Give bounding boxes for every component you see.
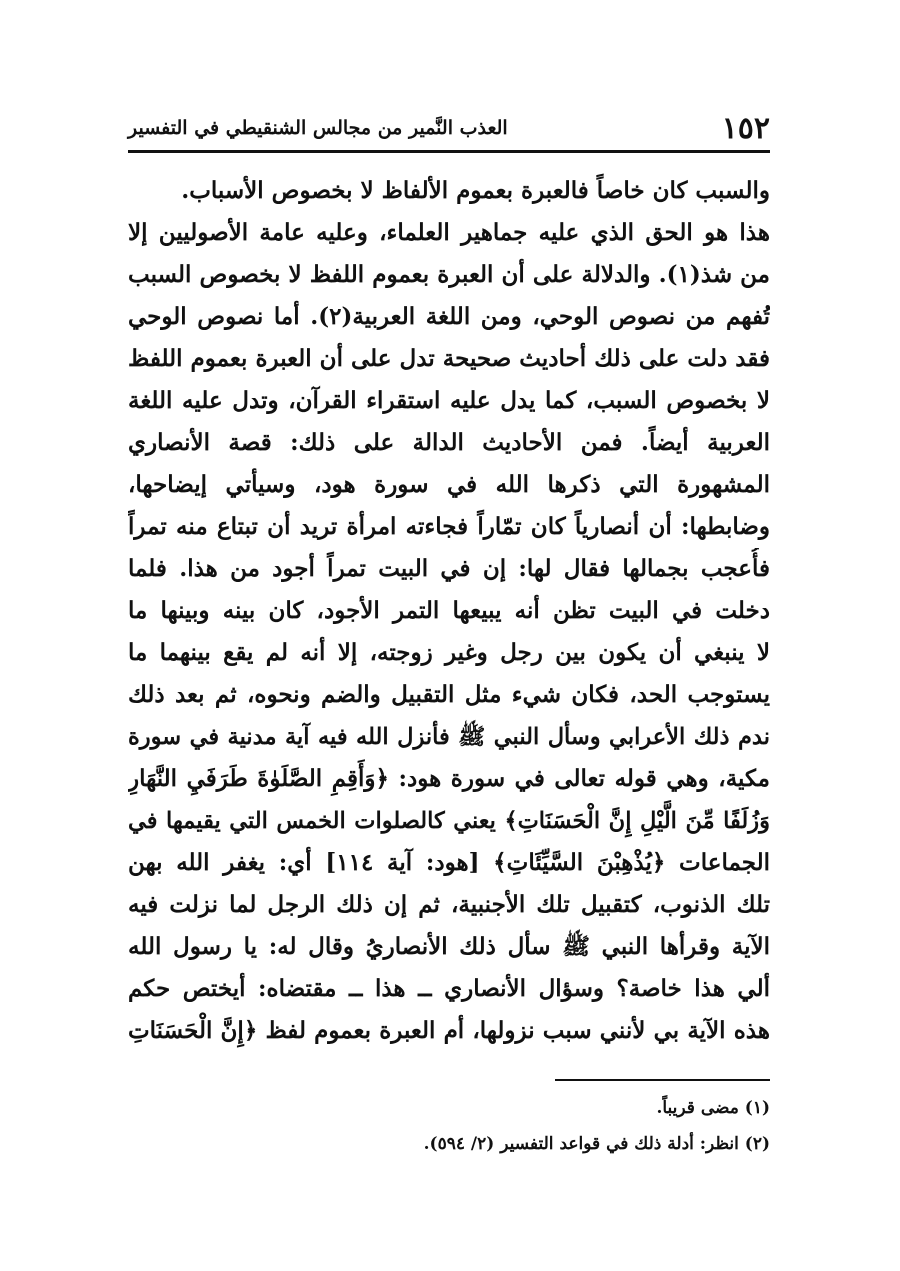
text-line: والسبب كان خاصاً فالعبرة بعموم الألفاظ لا بخصوص الأسباب. — [181, 177, 770, 204]
footnote-1: (١) مضى قريباً. — [656, 1098, 770, 1118]
text-line: ألي هذا خاصة؟ وسؤال الأنصاري ــ هذا ــ مقتضاه: أيختص حكم — [128, 975, 770, 1002]
text-line: الجماعات ﴿يُذْهِبْنَ السَّيِّئَاتِ﴾ [هود: آية ١١٤] أي: يغفر الله بهن — [128, 849, 770, 876]
text-line: هذا هو الحق الذي عليه جماهير العلماء، وعليه عامة الأصوليين إلا — [128, 219, 770, 246]
header-rule — [128, 150, 770, 153]
footnote-rule — [555, 1079, 770, 1081]
text-line: وَزُلَفًا مِّنَ الَّيْلِ إِنَّ الْحَسَنَاتِ﴾ يعني كالصلوات الخمس التي يقيمها في — [128, 808, 770, 834]
page-number: ١٥٢ — [721, 110, 770, 146]
text-line: العربية أيضاً. فمن الأحاديث الدالة على ذلك: قصة الأنصاري — [128, 429, 770, 456]
text-line: لا ينبغي أن يكون بين رجل وغير زوجته، إلا أنه لم يقع بينهما ما — [128, 639, 770, 666]
text-line: دخلت في البيت تظن أنه يبيعها التمر الأجود، كان بينه وبينها ما — [128, 597, 770, 624]
body-text — [128, 170, 770, 1052]
text-line: فقد دلت على ذلك أحاديث صحيحة تدل على أن العبرة بعموم اللفظ — [128, 345, 770, 372]
footnotes — [128, 1090, 770, 1162]
text-line: ندم ذلك الأعرابي وسأل النبي ﷺ فأنزل الله فيه آية مدنية في سورة — [128, 724, 770, 750]
text-line: من شذ(١). والدلالة على أن العبرة بعموم اللفظ لا بخصوص السبب — [128, 261, 770, 288]
text-line: تلك الذنوب، كتقبيل تلك الأجنبية، ثم إن ذلك الرجل لما نزلت فيه — [128, 891, 770, 918]
running-title: العذب النَّمير من مجالس الشنقيطي في التفسير — [128, 117, 508, 139]
text-line: مكية، وهي قوله تعالى في سورة هود: ﴿وَأَقِمِ الصَّلَوٰةَ طَرَفَيِ النَّهَارِ — [128, 765, 770, 792]
text-line: تُفهم من نصوص الوحي، ومن اللغة العربية(٢). أما نصوص الوحي — [128, 303, 770, 330]
text-line: المشهورة التي ذكرها الله في سورة هود، وسيأتي إيضاحها، — [128, 471, 770, 498]
text-line: لا بخصوص السبب، كما يدل عليه استقراء القرآن، وتدل عليه اللغة — [128, 387, 770, 414]
page-header — [128, 108, 770, 148]
footnote-2: (٢) انظر: أدلة ذلك في قواعد التفسير (٢/ ٥٩٤). — [423, 1134, 770, 1154]
text-line: يستوجب الحد، فكان شيء مثل التقبيل والضم ونحوه، ثم بعد ذلك — [128, 681, 770, 708]
text-line: فأُعجب بجمالها فقال لها: إن في البيت تمراً أجود من هذا. فلما — [128, 555, 770, 582]
text-line: وضابطها: أن أنصارياً كان تمّاراً فجاءته امرأة تريد أن تبتاع منه تمراً — [128, 513, 770, 540]
text-line: الآية وقرأها النبي ﷺ سأل ذلك الأنصاريُ وقال له: يا رسول الله — [128, 933, 770, 960]
text-line: هذه الآية بي لأنني سبب نزولها، أم العبرة بعموم لفظ ﴿إِنَّ الْحَسَنَاتِ — [128, 1017, 770, 1044]
